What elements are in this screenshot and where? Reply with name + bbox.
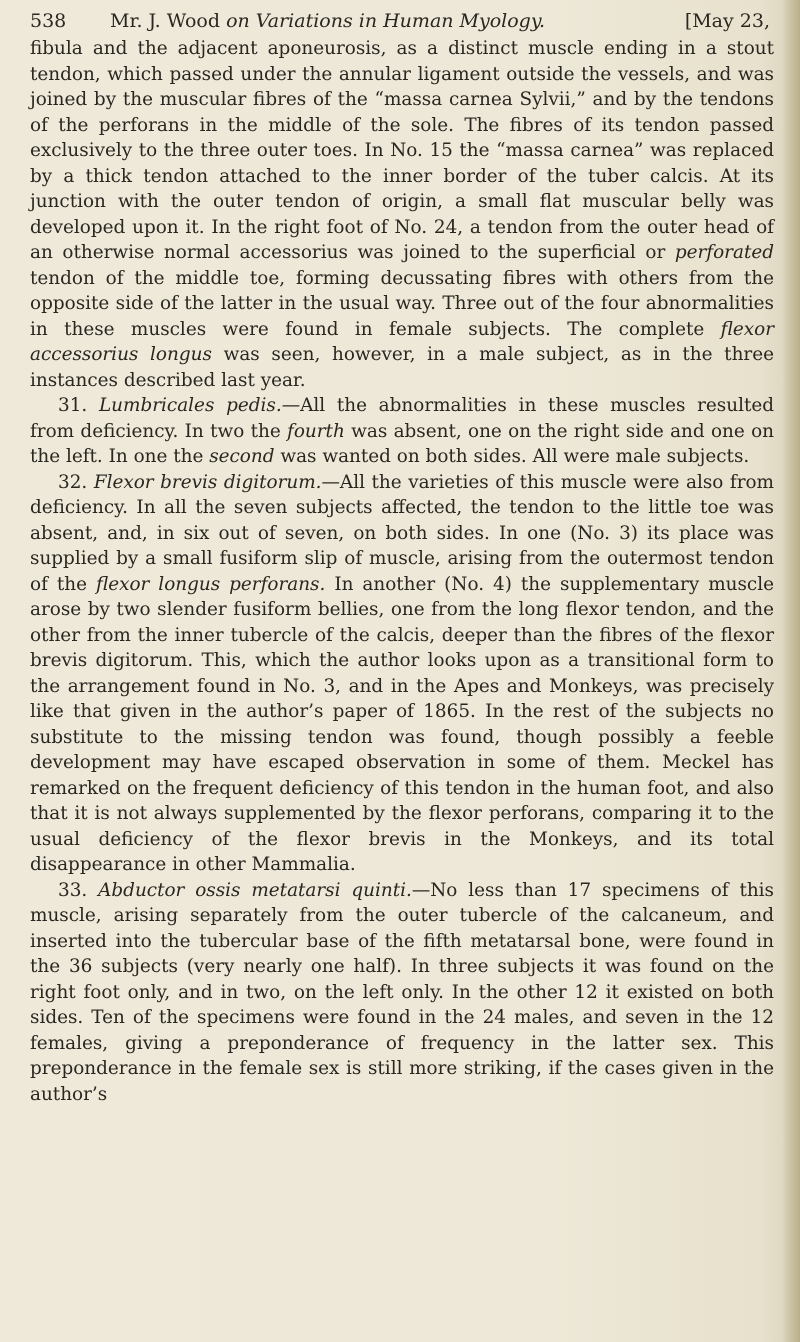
paragraph-33-abductor-ossis-metatarsi-quinti	[30, 878, 774, 1108]
running-title-author: Mr. J. Wood	[110, 10, 221, 32]
paragraph-31-lumbricales-pedis	[30, 393, 774, 470]
italic-term: Abductor ossis metatarsi quinti.	[98, 879, 412, 901]
running-title-italic: on Variations in Human Myology.	[226, 10, 546, 32]
running-date: [May 23,	[684, 10, 770, 32]
italic-term: second	[209, 446, 275, 467]
italic-term: flexor accessorius longus	[30, 318, 774, 365]
text-run: tendon of the middle toe, forming decussating fibres with others from the opposite side of the latter in the usual way. Three out of the four abnormalities in these muscles were found in female subjects. The complete	[30, 267, 774, 340]
text-run: —No less than 17 specimens of this muscle, arising separately from the outer tubercle of the calcaneum, and inserted into the tubercular base of the fifth metatarsal bone, were found in the 36 subjects (very nearly one half). In three subjects it was found on the right foot only, and in two, on the left only. In the other 12 it existed on both sides. Ten of the specimens were found in the 24 males, and seven in the 12 females, giving a preponderance of frequency in the latter sex. This preponderance in the female sex is still more striking, if the cases given in the author’s	[30, 879, 774, 1105]
page-spine-edge	[782, 0, 800, 1342]
running-header	[30, 6, 770, 36]
text-run: 31.	[58, 395, 99, 416]
text-run: fibula and the adjacent aponeurosis, as a distinct muscle ending in a stout tendon, which passed under the annular ligament outside the vessels, and was joined by the muscular fibres of the “massa carnea Sylvii,” and by the tendons of the perforans in the middle of the sole. The fibres of its tendon passed exclusively to the three outer toes. In No. 15 the “massa carnea” was replaced by a thick tendon attached to the inner border of the tuber calcis. At its junction with the outer tendon of origin, a small flat muscular belly was developed upon it. In the right foot of No. 24, a tendon from the outer head of an otherwise normal accessorius was joined to the superficial or	[30, 38, 774, 263]
text-run: In another (No. 4) the supplementary muscle arose by two slender fusiform bellies, one from the long flexor tendon, and the other from the inner tubercle of the calcis, deeper than the fibres of the flexor brevis digitorum. This, which the author looks upon as a transitional form to the arrangement found in No. 3, and in the Apes and Monkeys, was precisely like that given in the author’s paper of 1865. In the rest of the subjects no substitute to the missing tendon was found, though possibly a feeble development may have escaped observation in some of them. Meckel has remarked on the frequent deficiency of this tendon in the human foot, and also that it is not always supplemented by the flexor perforans, comparing it to the usual deficiency of the flexor brevis in the Monkeys, and its total disappearance in other Mammalia.	[30, 573, 775, 875]
text-run: was wanted on both sides. All were male subjects.	[274, 446, 750, 467]
italic-term: Flexor brevis digitorum.	[93, 471, 322, 493]
page-number: 538	[30, 10, 67, 32]
italic-term: perforated	[674, 242, 774, 263]
text-run: was seen, however, in a male subject, as in the three instances described last year.	[30, 344, 774, 391]
italic-term: fourth	[287, 420, 345, 442]
text-run: 32.	[58, 471, 94, 493]
text-run: —All the varieties of this muscle were also from deficiency. In all the seven subjects affected, the tendon to the little toe was absent, and, in six out of seven, on both sides. In one (No. 3) its place was supplied by a small fusiform slip of muscle, arising from the outermost tendon of the	[30, 471, 774, 595]
paragraph-32-flexor-brevis-digitorum	[30, 470, 774, 878]
paragraph	[30, 36, 774, 393]
running-title	[110, 6, 545, 36]
text-run: —All the abnormalities in these muscles resulted from deficiency. In two the	[30, 395, 774, 442]
text-run: was absent, one on the right side and one on the left. In one the	[30, 420, 775, 467]
text-run: 33.	[58, 879, 99, 901]
body-text	[30, 36, 774, 1107]
italic-term: Lumbricales pedis.	[98, 395, 282, 416]
italic-term: flexor longus perforans.	[95, 573, 326, 595]
